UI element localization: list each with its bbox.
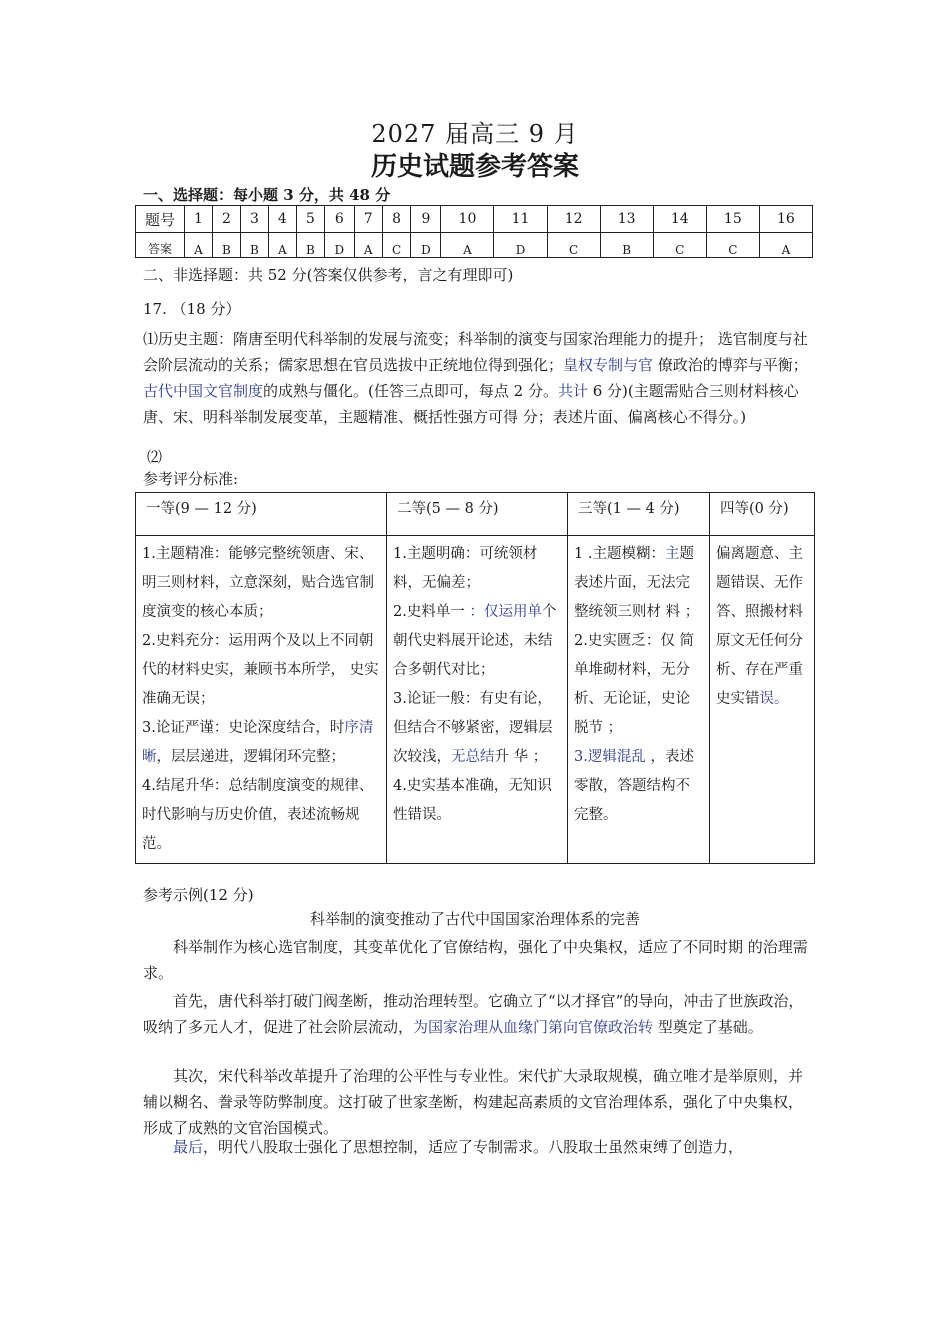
question-number: 6 xyxy=(324,206,354,233)
part1-text: 的成熟与僵化。(任答三点即可，每点 2 分。 xyxy=(263,382,558,400)
example-title: 科举制的演变推动了古代中国国家治理体系的完善 xyxy=(309,910,640,928)
part1-highlight: 古代中国文官制度 xyxy=(143,382,264,400)
answer-cell: B xyxy=(240,233,268,258)
criterion: 2.史实匮乏：仅 简单堆砌材料，无分析、无论证，史论脱节 ； xyxy=(574,633,694,736)
criterion: 1.主题精准：能够完整统领唐、宋、明三则材料，立意深刻，贴合选官制度演变的核心本质； xyxy=(142,546,374,620)
answer-table-row-numbers xyxy=(136,206,813,233)
answer-cell: C xyxy=(653,233,706,258)
answer-cell: A xyxy=(185,233,213,258)
answer-table-row-answers xyxy=(136,233,813,258)
grade-header-fourth: 四等(0 分) xyxy=(710,493,815,536)
answer-cell: B xyxy=(600,233,653,258)
criterion: 4.史实基本准确，无知识性错误。 xyxy=(393,778,552,823)
part1-text: 僚政治的博弈与平衡； xyxy=(653,356,808,374)
answer-cell: C xyxy=(706,233,759,258)
question-number: 8 xyxy=(382,206,411,233)
question-number: 15 xyxy=(706,206,759,233)
example-paragraph: 首先，唐代科举打破门阀垄断，推动治理转型。它确立了“以才择官”的导向，冲击了世族政治，吸纳了多元人才，促进了社会阶层流动，为国家治理从血缘门第向官僚政治转 型奠定了基础。 xyxy=(143,992,804,1036)
answer-cell: A xyxy=(759,233,812,258)
answer-cell: A xyxy=(354,233,382,258)
answer-cell: B xyxy=(212,233,240,258)
question-number: 10 xyxy=(441,206,494,233)
grading-table-body xyxy=(136,536,815,864)
question-number: 2 xyxy=(212,206,240,233)
grade-criteria-third xyxy=(568,536,710,864)
question-number: 14 xyxy=(653,206,706,233)
answer-table xyxy=(135,205,813,258)
answer-cell: D xyxy=(411,233,441,258)
example-paragraph: 最后，明代八股取士强化了思想控制，适应了专制需求。八股取士虽然束缚了创造力， xyxy=(173,1138,744,1156)
question-number: 3 xyxy=(240,206,268,233)
answer-cell: D xyxy=(494,233,547,258)
answer-cell: C xyxy=(382,233,411,258)
question-number: 16 xyxy=(759,206,812,233)
question-number: 12 xyxy=(547,206,600,233)
grading-table-header xyxy=(136,493,815,536)
question-17-heading: 17. （18 分） xyxy=(143,300,241,318)
question-number: 4 xyxy=(268,206,296,233)
criterion: 3.论证一般：有史有论，但结合不够紧密，逻辑层次较浅，无总结升 华 ； xyxy=(393,691,553,765)
example-paragraph: 其次，宋代科举改革提升了治理的公平性与专业性。宋代扩大录取规模，确立唯才是举原则，并辅以糊名、誊录等防弊制度。这打破了世家垄断，构建起高素质的文官治理体系，强化了中央集权，形成了成熟的文官治国模式。 xyxy=(143,1067,804,1137)
question-number: 7 xyxy=(354,206,382,233)
part1-text: ⑴历史主题：隋唐至明代科举制的发展与流变；科举制的演变与国家治理能力的提升； 选官制度与社会阶层流动的关系；儒家思想在官员选拔中正统地位得到强化； xyxy=(143,330,808,374)
criterion: 1.主题明确：可统领材料，无偏差； xyxy=(393,546,538,591)
exam-title: 2027 届高三 9 月 xyxy=(371,120,579,148)
part1-text: 6 分)(主题需贴合三则材料核心唐、宋、明科举制发展变革，主题精准、概括性强方可得 分；表述片面、偏离核心不得分。) xyxy=(143,382,799,426)
answer-title: 历史试题参考答案 xyxy=(370,152,579,182)
criterion: 3.论证严谨：史论深度结合，时序清晰，层层递进，逻辑闭环完整； xyxy=(142,720,374,765)
section-heading-nonchoice: 二、非选择题：共 52 分(答案仅供参考，言之有理即可) xyxy=(143,266,514,284)
part1-highlight: 皇权专制与官 xyxy=(563,356,654,374)
part2-label: ⑵ xyxy=(147,448,163,466)
criterion: 4.结尾升华：总结制度演变的规律、时代影响与历史价值，表述流畅规范。 xyxy=(142,778,374,852)
question-number: 5 xyxy=(296,206,324,233)
answer-cell: A xyxy=(441,233,494,258)
grading-table xyxy=(135,492,815,864)
example-label: 参考示例(12 分) xyxy=(143,886,254,904)
question-number: 13 xyxy=(600,206,653,233)
criterion: 偏离题意、主题错误、无作答、照搬材料原文无任何分析、存在严重史实错误。 xyxy=(716,546,803,707)
example-paragraph: 科举制作为核心选官制度，其变革优化了官僚结构，强化了中央集权，适应了不同时期 的治理需求。 xyxy=(143,938,808,982)
answer-cell: B xyxy=(296,233,324,258)
question-number: 1 xyxy=(185,206,213,233)
part1-answer xyxy=(143,326,813,430)
question-number: 9 xyxy=(411,206,441,233)
criteria-label: 参考评分标准: xyxy=(143,470,239,488)
criterion: 2.史料单一 ：仅运用单个朝代史料展开论述，未结合多朝代对比； xyxy=(393,604,557,678)
grade-criteria-fourth xyxy=(710,536,815,864)
grade-criteria-second xyxy=(387,536,568,864)
answer-cell: A xyxy=(268,233,296,258)
grade-header-second: 二等(5 — 8 分) xyxy=(387,493,568,536)
criterion: 3.逻辑混乱 ，表述零散，答题结构不完整。 xyxy=(574,749,694,823)
criterion: 2.史料充分：运用两个及以上不同朝代的材料史实，兼顾书本所学， 史实准确无误； xyxy=(142,633,379,707)
row-header-answer: 答案 xyxy=(136,233,185,258)
section-heading-choice: 一、选择题：每小题 3 分，共 48 分 xyxy=(143,186,391,204)
grade-header-third: 三等(1 — 4 分) xyxy=(568,493,710,536)
answer-cell: D xyxy=(324,233,354,258)
grade-criteria-first xyxy=(136,536,387,864)
row-header-number: 题号 xyxy=(136,206,185,233)
question-number: 11 xyxy=(494,206,547,233)
part1-highlight: 共计 xyxy=(557,382,588,400)
answer-cell: C xyxy=(547,233,600,258)
grade-header-first: 一等(9 — 12 分) xyxy=(136,493,387,536)
criterion: 1 .主题模糊：主题表述片面，无法完整统领三则材 料 ； xyxy=(574,546,700,620)
